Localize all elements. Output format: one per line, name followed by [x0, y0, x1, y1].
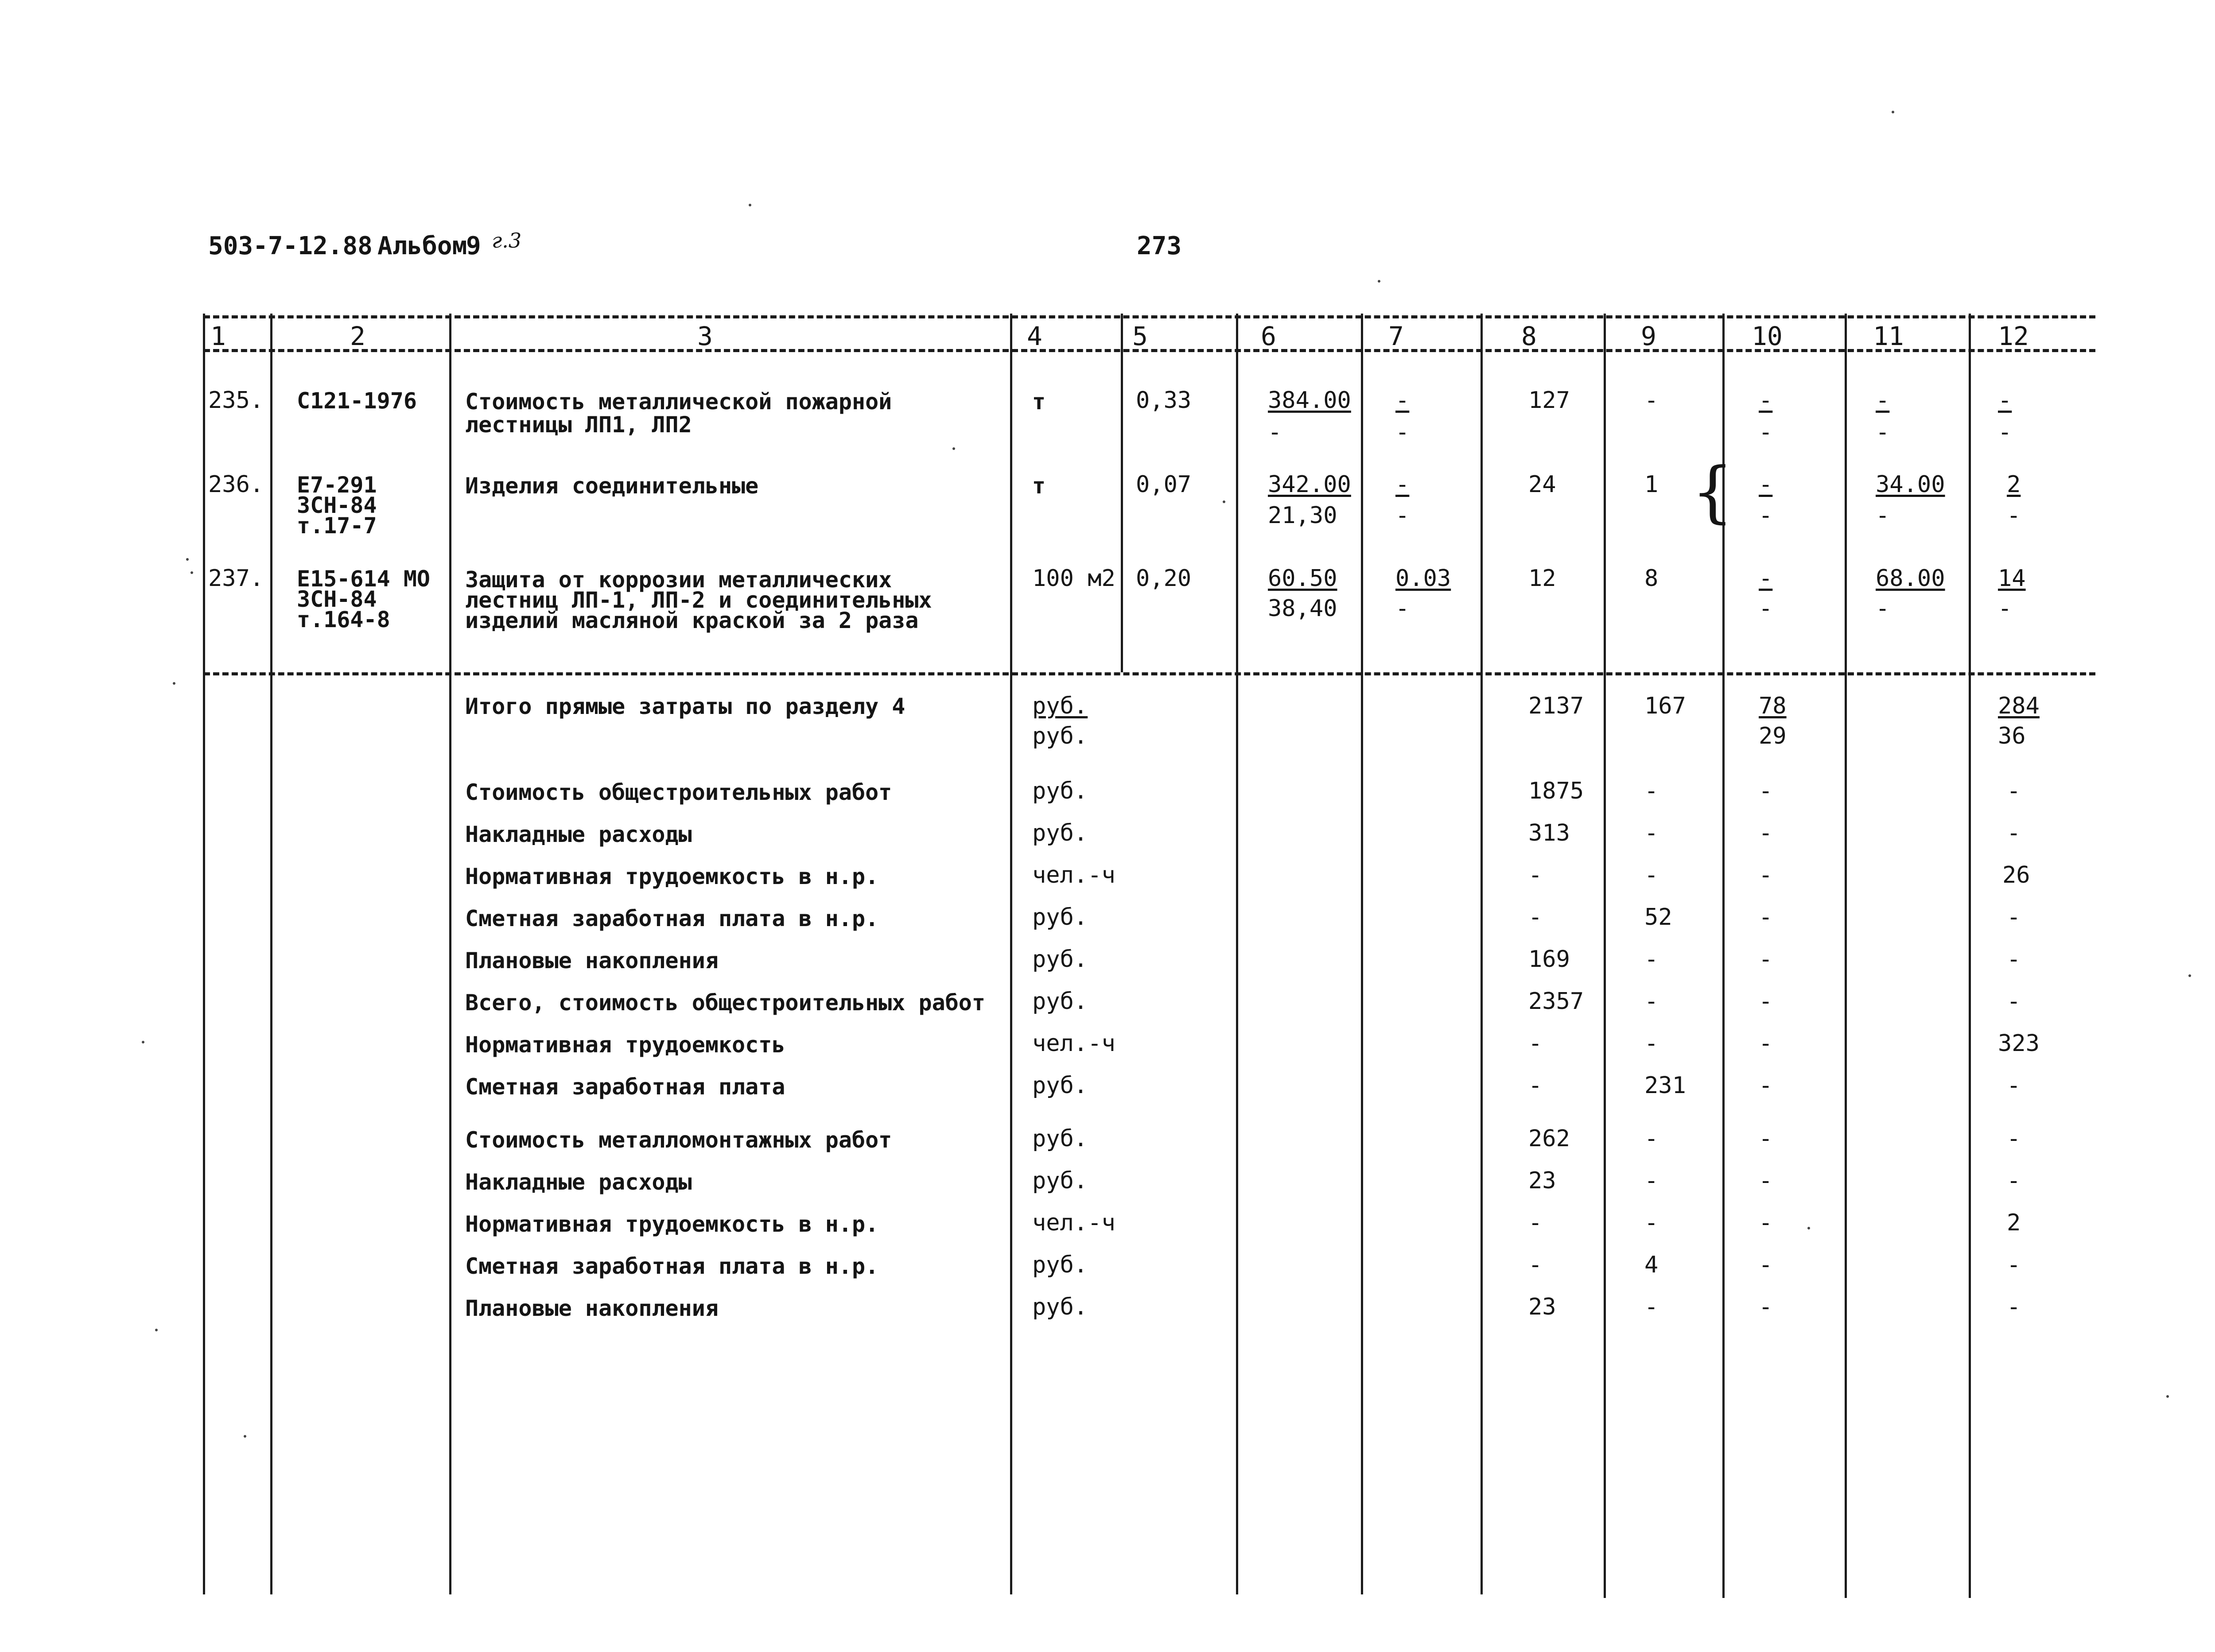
summary-unit: руб.: [1032, 1125, 1088, 1152]
summary-c12: -: [2007, 1167, 2021, 1194]
summary-c9: 231: [1644, 1072, 1686, 1099]
summary-c9: 4: [1644, 1252, 1659, 1278]
col-header-12: 12: [1998, 321, 2029, 351]
summary-c10: -: [1759, 778, 1773, 804]
summary-unit: руб.: [1032, 946, 1088, 973]
item-name: Защита от коррозии металлических: [465, 567, 892, 593]
summary-c9: -: [1644, 1294, 1659, 1320]
cell-c11-bottom: -: [1876, 502, 1890, 529]
curly-brace-mark: {: [1691, 454, 1734, 531]
summary-c12: -: [2007, 1294, 2021, 1320]
item-name: лестницы ЛП1, ЛП2: [465, 412, 692, 438]
summary-c8: 23: [1528, 1294, 1556, 1320]
cell-c10-top: -: [1759, 387, 1773, 414]
item-quantity: 0,07: [1136, 471, 1192, 498]
scan-speck: [244, 1435, 246, 1438]
cell-c7-top: -: [1395, 471, 1410, 498]
cell-c10-bottom: -: [1759, 502, 1773, 529]
header-bottom-rule: [204, 349, 2095, 352]
summary-unit: руб.: [1032, 988, 1088, 1015]
album-number: 9: [466, 232, 481, 260]
summary-c8: 169: [1528, 946, 1570, 973]
cell-c6-bottom: 21,30: [1268, 502, 1337, 529]
summary-c9: -: [1644, 778, 1659, 804]
column-rule: [1236, 314, 1238, 1594]
summary-c8: 1875: [1528, 778, 1584, 804]
cell-c12-top: -: [1998, 387, 2012, 414]
col-header-11: 11: [1873, 321, 1904, 351]
summary-unit: руб.: [1032, 1072, 1088, 1099]
col-header-8: 8: [1521, 321, 1537, 351]
summary-c12: 323: [1998, 1030, 2040, 1057]
column-rule: [1361, 314, 1363, 1594]
summary-c8: -: [1528, 862, 1543, 888]
cell-c7-top: -: [1395, 387, 1410, 414]
summary-c9: -: [1644, 862, 1659, 888]
summary-c9: -: [1644, 1210, 1659, 1236]
summary-c9: -: [1644, 988, 1659, 1015]
summary-unit: руб.: [1032, 1294, 1088, 1320]
col-header-4: 4: [1027, 321, 1042, 351]
summary-c9: -: [1644, 1030, 1659, 1057]
summary-c10: -: [1759, 1252, 1773, 1278]
summary-unit: чел.-ч: [1032, 1030, 1115, 1057]
scan-speck: [155, 1329, 158, 1331]
summary-c8: -: [1528, 1210, 1543, 1236]
cell-c10-top: -: [1759, 565, 1773, 592]
summary-c9: 52: [1644, 904, 1672, 931]
scan-speck: [142, 1041, 144, 1043]
summary-c12: 2: [2007, 1210, 2021, 1236]
item-name: лестниц ЛП-1, ЛП-2 и соединительных: [465, 587, 932, 613]
summary-c8: -: [1528, 904, 1543, 931]
summary-c8: 262: [1528, 1125, 1570, 1152]
table-top-rule: [204, 315, 2095, 318]
column-rule: [1121, 314, 1123, 672]
scan-speck: [2166, 1395, 2169, 1398]
cell-c9: -: [1644, 387, 1659, 414]
scan-speck: [1807, 1227, 1810, 1229]
page-number: 273: [1137, 232, 1182, 260]
summary-label: Нормативная трудоемкость: [465, 1032, 785, 1058]
summary-c12: -: [2007, 988, 2021, 1015]
col-header-5: 5: [1132, 321, 1148, 351]
doc-code: 503-7-12.88: [208, 232, 373, 260]
summary-c12: 26: [2002, 862, 2030, 888]
item-number: 237.: [208, 565, 264, 592]
item-code: ЗСН-84: [297, 492, 377, 518]
cell-c10-bottom: -: [1759, 595, 1773, 622]
scan-speck: [952, 447, 955, 450]
summary-c12: -: [2007, 1072, 2021, 1099]
column-rule: [1845, 314, 1847, 1598]
item-code: Е7-291: [297, 472, 377, 498]
summary-c10: -: [1759, 1030, 1773, 1057]
item-code: Е15-614 МО: [297, 566, 431, 592]
summary-unit: руб.: [1032, 1167, 1088, 1194]
summary-unit: руб.: [1032, 820, 1088, 846]
summary-c8: 23: [1528, 1167, 1556, 1194]
summary-label: Плановые накопления: [465, 948, 719, 973]
total-c10-top: 78: [1759, 693, 1787, 719]
item-code: С121-1976: [297, 388, 417, 414]
summary-c9: -: [1644, 946, 1659, 973]
cell-c11-bottom: -: [1876, 595, 1890, 622]
summary-c9: -: [1644, 820, 1659, 846]
total-label: Итого прямые затраты по разделу 4: [465, 694, 905, 719]
cell-c7-bottom: -: [1395, 419, 1410, 446]
cell-c7-top: 0.03: [1395, 565, 1451, 592]
item-name: Изделия соединительные: [465, 473, 759, 499]
cell-c8: 127: [1528, 387, 1570, 414]
cell-c8: 12: [1528, 565, 1556, 592]
cell-c7-bottom: -: [1395, 595, 1410, 622]
column-rule: [449, 314, 451, 1594]
cell-c6-top: 384.00: [1268, 387, 1351, 414]
cell-c12-top: 14: [1998, 565, 2026, 592]
total-c12-top: 284: [1998, 693, 2040, 719]
summary-c12: -: [2007, 904, 2021, 931]
summary-unit: руб.: [1032, 904, 1088, 931]
album-label: Альбом: [377, 232, 467, 260]
total-c10-bottom: 29: [1759, 723, 1787, 749]
total-unit: руб.: [1032, 723, 1088, 749]
cell-c11-bottom: -: [1876, 419, 1890, 446]
summary-unit: руб.: [1032, 1252, 1088, 1278]
cell-c6-bottom: -: [1268, 419, 1282, 446]
summary-label: Накладные расходы: [465, 822, 692, 847]
cell-c7-bottom: -: [1395, 502, 1410, 529]
summary-c10: -: [1759, 1125, 1773, 1152]
item-code: т.164-8: [297, 607, 390, 632]
column-rule: [1969, 314, 1971, 1598]
summary-unit: руб.: [1032, 778, 1088, 804]
item-quantity: 0,20: [1136, 565, 1192, 592]
cell-c12-bottom: -: [2007, 502, 2021, 529]
item-name: изделий масляной краской за 2 раза: [465, 608, 919, 633]
summary-c10: -: [1759, 988, 1773, 1015]
item-unit: 100 м2: [1032, 565, 1115, 592]
item-code: ЗСН-84: [297, 586, 377, 612]
item-number: 235.: [208, 387, 264, 414]
summary-c10: -: [1759, 1167, 1773, 1194]
summary-c12: -: [2007, 1252, 2021, 1278]
summary-unit: чел.-ч: [1032, 862, 1115, 888]
summary-label: Сметная заработная плата: [465, 1074, 785, 1100]
summary-c10: -: [1759, 862, 1773, 888]
column-rule: [1010, 314, 1012, 1594]
summary-label: Накладные расходы: [465, 1169, 692, 1195]
summary-c9: -: [1644, 1167, 1659, 1194]
summary-label: Нормативная трудоемкость в н.р.: [465, 1211, 879, 1237]
total-c8: 2137: [1528, 693, 1584, 719]
summary-c10: -: [1759, 820, 1773, 846]
summary-c10: -: [1759, 946, 1773, 973]
cell-c11-top: 34.00: [1876, 471, 1945, 498]
summary-c8: -: [1528, 1030, 1543, 1057]
col-header-9: 9: [1641, 321, 1656, 351]
summary-label: Сметная заработная плата в н.р.: [465, 1253, 879, 1279]
column-rule: [203, 314, 205, 1594]
summary-label: Нормативная трудоемкость в н.р.: [465, 864, 879, 889]
col-header-2: 2: [350, 321, 365, 351]
cell-c6-top: 342.00: [1268, 471, 1351, 498]
summary-label: Стоимость металломонтажных работ: [465, 1127, 892, 1153]
summary-c8: 313: [1528, 820, 1570, 846]
summary-c12: -: [2007, 946, 2021, 973]
item-number: 236.: [208, 471, 264, 498]
cell-c6-bottom: 38,40: [1268, 595, 1337, 622]
cell-c12-top: 2: [2007, 471, 2021, 498]
col-header-10: 10: [1752, 321, 1783, 351]
column-rule: [1481, 314, 1483, 1594]
column-rule: [270, 314, 272, 1594]
scan-speck: [190, 571, 193, 574]
summary-label: Сметная заработная плата в н.р.: [465, 906, 879, 931]
cell-c12-bottom: -: [1998, 419, 2012, 446]
summary-c8: -: [1528, 1252, 1543, 1278]
cell-c9: 1: [1644, 471, 1659, 498]
summary-c10: -: [1759, 1294, 1773, 1320]
cell-c11-top: -: [1876, 387, 1890, 414]
scan-speck: [1892, 111, 1894, 113]
col-header-7: 7: [1388, 321, 1404, 351]
scan-speck: [1223, 500, 1225, 503]
col-header-6: 6: [1261, 321, 1276, 351]
summary-c12: -: [2007, 1125, 2021, 1152]
summary-c10: -: [1759, 1210, 1773, 1236]
summary-c10: -: [1759, 1072, 1773, 1099]
cell-c12-bottom: -: [1998, 595, 2012, 622]
summary-unit: чел.-ч: [1032, 1210, 1115, 1236]
summary-label: Плановые накопления: [465, 1295, 719, 1321]
summary-c10: -: [1759, 904, 1773, 931]
summary-c12: -: [2007, 778, 2021, 804]
col-header-1: 1: [210, 321, 226, 351]
items-bottom-rule: [204, 672, 2095, 675]
item-quantity: 0,33: [1136, 387, 1192, 414]
item-code: т.17-7: [297, 513, 377, 539]
col-header-3: 3: [697, 321, 713, 351]
summary-c8: -: [1528, 1072, 1543, 1099]
scan-speck: [2188, 974, 2191, 977]
summary-c8: 2357: [1528, 988, 1584, 1015]
item-name: Стоимость металлической пожарной: [465, 389, 892, 415]
cell-c11-top: 68.00: [1876, 565, 1945, 592]
cell-c6-top: 60.50: [1268, 565, 1337, 592]
summary-label: Всего, стоимость общестроительных работ: [465, 990, 985, 1016]
scan-speck: [749, 204, 751, 206]
summary-c9: -: [1644, 1125, 1659, 1152]
scan-speck: [173, 682, 175, 685]
cell-c10-bottom: -: [1759, 419, 1773, 446]
column-rule: [1604, 314, 1606, 1598]
total-c9: 167: [1644, 693, 1686, 719]
total-unit: руб.: [1032, 693, 1088, 719]
handwritten-note: г.3: [492, 229, 522, 252]
scan-speck: [186, 558, 189, 561]
summary-c12: -: [2007, 820, 2021, 846]
cell-c10-top: -: [1759, 471, 1773, 498]
total-c12-bottom: 36: [1998, 723, 2026, 749]
cell-c9: 8: [1644, 565, 1659, 592]
scan-speck: [1378, 280, 1380, 283]
item-unit: т: [1032, 473, 1046, 499]
summary-label: Стоимость общестроительных работ: [465, 779, 892, 805]
cell-c8: 24: [1528, 471, 1556, 498]
item-unit: т: [1032, 389, 1046, 415]
